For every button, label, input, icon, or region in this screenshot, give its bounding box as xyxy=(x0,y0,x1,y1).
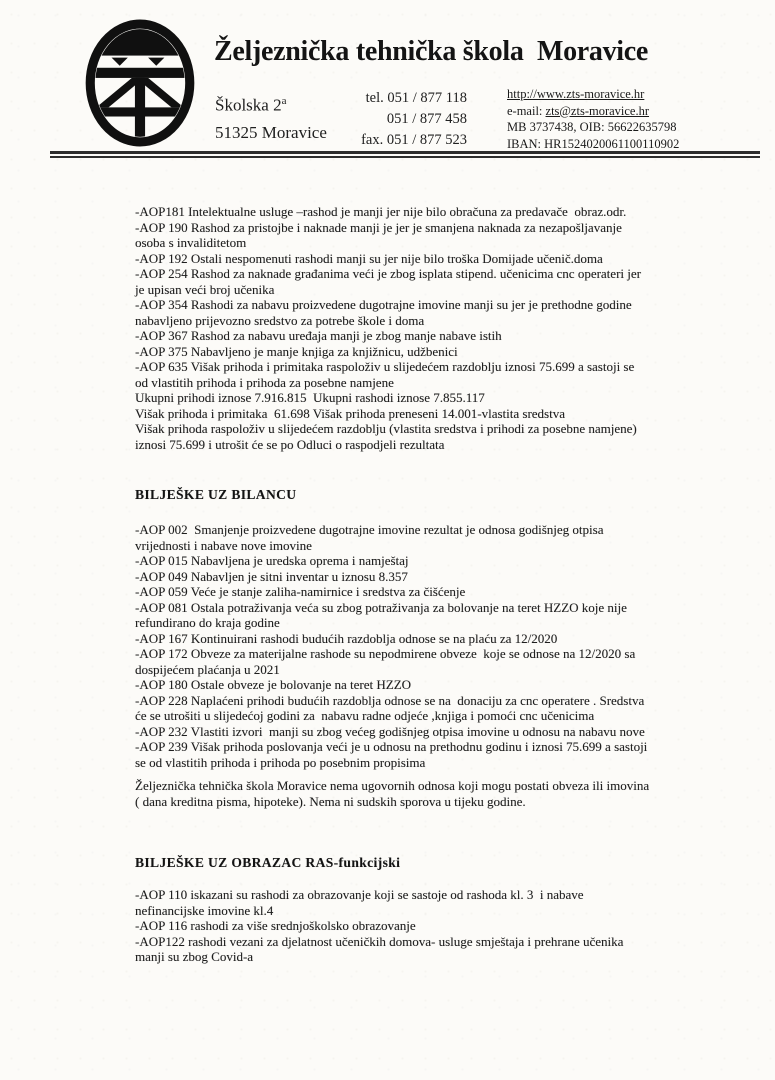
fax-line: fax. 051 / 877 523 xyxy=(361,132,467,148)
text-line: -AOP 239 Višak prihoda poslovanja veći je u odnosu na prethodnu godinu i iznosi 75.699 a sastoji xyxy=(135,739,648,754)
section-heading: BILJEŠKE UZ OBRAZAC RAS-funkcijski xyxy=(135,855,401,870)
text-line: -AOP181 Intelektualne usluge –rashod je manji jer nije bilo obračuna za predavače obraz.odr. xyxy=(135,204,627,219)
notes-ras-funkcijski xyxy=(135,855,695,965)
email-label: e-mail: xyxy=(507,103,546,118)
text-line: -AOP 110 iskazani su rashodi za obrazovanje koji se sastoje od rashoda kl. 3 i nabave xyxy=(135,887,584,902)
text-line: refundirano do kraja godine xyxy=(135,615,280,630)
text-line: ( dana kreditna pisma, hipoteke). Nema ni sudskih sporova u tijeku godine. xyxy=(135,793,526,809)
text-line: -AOP 059 Veće je stanje zaliha-namirnice i sredstva za čišćenje xyxy=(135,584,466,599)
notes-bilanca xyxy=(135,487,695,770)
text-line: -AOP 002 Smanjenje proizvedene dugotrajne imovine rezultat je odnosa godišnjeg otpisa xyxy=(135,522,604,537)
text-line: -AOP 354 Rashodi za nabavu proizvedene dugotrajne imovine manji su jer je prethodne godine xyxy=(135,297,632,312)
text-line: -AOP 190 Rashod za pristojbe i naknade manji je jer je smanjena naknada za nezapošljavanje xyxy=(135,219,622,235)
text-line: Ukupni prihodi iznose 7.916.815 Ukupni rashodi iznose 7.855.117 xyxy=(135,390,485,405)
text-line: Višak prihoda raspoloživ u slijedećem razdoblju (vlastita sredstva i prihodi za posebne namjene) xyxy=(135,421,637,436)
phone-line-2: 051 / 877 458 xyxy=(386,111,467,127)
text-line: manji su zbog Covid-a xyxy=(135,949,254,964)
document-body xyxy=(135,204,695,965)
text-line: Željeznička tehnička škola Moravice nema ugovornih odnosa koji mogu postati obveza ili imovina xyxy=(135,778,650,793)
text-line: -AOP 375 Nabavljeno je manje knjiga za knjižnicu, udžbenici xyxy=(135,343,458,359)
text-line: se od vlastitih prihoda i prihoda po posebnim propisima xyxy=(135,754,426,770)
text-line: dospijećem plaćanja u 2021 xyxy=(135,661,280,677)
iban-line: IBAN: HR1524020061100110902 xyxy=(507,136,680,151)
text-line: -AOP 635 Višak prihoda i primitaka raspoloživ u slijedećem razdoblju iznosi 75.699 a sastoji se xyxy=(135,359,635,374)
text-line: -AOP 254 Rashod za naknade građanima veći je zbog isplata stipend. učenicima cnc operateri jer xyxy=(135,266,641,281)
city-address: 51325 Moravice xyxy=(215,122,327,142)
website-url: http://www.zts-moravice.hr xyxy=(507,87,645,101)
text-line: osoba s invaliditetom xyxy=(135,235,247,250)
text-line: -AOP 180 Ostale obveze je bolovanje na teret HZZO xyxy=(135,677,412,692)
street-address xyxy=(215,88,327,119)
text-line: nefinancijske imovine kl.4 xyxy=(135,902,274,918)
text-line: Višak prihoda i primitaka 61.698 Višak prihoda preneseni 14.001-vlastita sredstva xyxy=(135,405,565,421)
phone-block xyxy=(340,88,467,151)
school-name-title: Željeznička tehnička škola Moravice xyxy=(214,36,649,67)
text-line: -AOP 192 Ostali nespomenuti rashodi manji su jer nije bilo troška Domijade učenič.doma xyxy=(135,250,603,266)
zts-school-logo-icon xyxy=(84,18,196,148)
mb-oib-line: MB 3737438, OIB: 56622635798 xyxy=(507,120,677,134)
phone-line-1: tel. 051 / 877 118 xyxy=(365,90,467,106)
text-line: -AOP122 rashodi vezani za djelatnost učeničkih domova- usluge smještaja i prehrane učenika xyxy=(135,933,624,949)
text-line: -AOP 172 Obveze za materijalne rashode su nepodmirene obveze koje se odnose na 12/2020 sa xyxy=(135,646,636,661)
street-address-superscript: a xyxy=(281,95,287,107)
text-line: -AOP 367 Rashod za nabavu uređaja manji je zbog manje nabave istih xyxy=(135,328,502,343)
text-line: -AOP 232 Vlastiti izvori manji su zbog većeg godišnjeg otpisa imovine u odnosu na nabavu nove xyxy=(135,723,645,739)
header-divider xyxy=(50,151,760,158)
notes-pr-ras xyxy=(135,204,695,452)
email-address: zts@zts-moravice.hr xyxy=(545,103,650,118)
text-line: -AOP 049 Nabavljen je sitni inventar u iznosu 8.357 xyxy=(135,568,408,584)
text-line: će se utrošiti u slijedećoj godini za nabavu radne odjeće ,knjiga i pomoći cnc učenicima xyxy=(135,708,595,723)
text-line: nabavljeno prijevozno sredstvo za potrebe škole i doma xyxy=(135,312,425,328)
registry-block xyxy=(507,86,679,152)
street-address-text: Školska 2 xyxy=(215,95,282,115)
address-block xyxy=(215,88,327,146)
statement-paragraph xyxy=(135,778,695,809)
text-line: -AOP 081 Ostala potraživanja veća su zbog potraživanja za bolovanje na teret HZZO koje nije xyxy=(135,599,627,615)
text-line: -AOP 015 Nabavljena je uredska oprema i namještaj xyxy=(135,553,409,568)
text-line: je upisan veći broj učenika xyxy=(135,281,275,297)
text-line: vrijednosti i nabave nove imovine xyxy=(135,537,312,553)
text-line: -AOP 167 Kontinuirani rashodi budućih razdoblja odnose se na plaću za 12/2020 xyxy=(135,630,558,646)
section-heading: BILJEŠKE UZ BILANCU xyxy=(135,487,297,502)
email-line xyxy=(507,103,679,120)
text-line: -AOP 228 Naplaćeni prihodi budućih razdoblja odnose se na donaciju za cnc operatere . Sredstva xyxy=(135,692,645,708)
text-line: iznosi 75.699 i utrošit će se po Odluci o raspodjeli rezultata xyxy=(135,436,445,452)
text-line: od vlastitih prihoda i prihoda za posebne namjene xyxy=(135,374,394,390)
text-line: -AOP 116 rashodi za više srednjoškolsko obrazovanje xyxy=(135,918,416,933)
